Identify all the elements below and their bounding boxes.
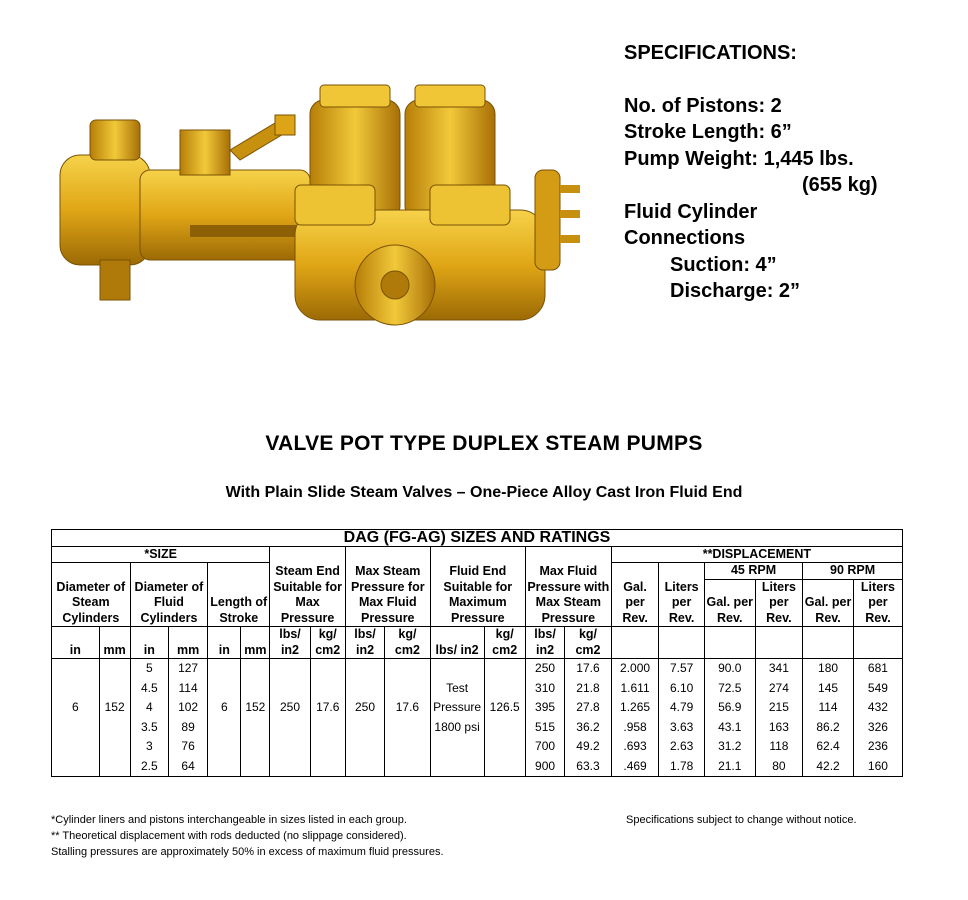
header-max-fluid: Max Fluid Pressure with Max Steam Pressure [525, 546, 611, 627]
header-dia-fluid: Diameter of Fluid Cylinders [130, 563, 208, 627]
table-cell: 64 [168, 757, 207, 777]
table-cell: 1.265 [611, 698, 659, 718]
table-cell [241, 679, 270, 699]
footnote-2: ** Theoretical displacement with rods deducted (no slippage considered). [51, 830, 407, 842]
table-cell: 17.6 [385, 698, 431, 718]
table-cell: 17.6 [310, 698, 345, 718]
table-cell: 160 [853, 757, 902, 777]
table-cell: 63.3 [565, 757, 612, 777]
table-cell [52, 757, 100, 777]
table-cell: 7.57 [659, 659, 705, 679]
unit-cell: kg/ cm2 [385, 627, 431, 659]
table-cell: 72.5 [704, 679, 755, 699]
table-cell: 250 [270, 698, 310, 718]
table-row [52, 757, 903, 777]
table-cell [52, 659, 100, 679]
table-cell: 56.9 [704, 698, 755, 718]
table-cell [241, 659, 270, 679]
table-cell: 36.2 [565, 718, 612, 738]
header-liters-per-rev: Liters per Rev. [659, 563, 705, 627]
table-cell [484, 659, 525, 679]
unit-cell-empty [755, 627, 803, 659]
table-cell: Test [430, 679, 484, 699]
table-cell: 27.8 [565, 698, 612, 718]
table-cell [385, 757, 431, 777]
table-cell [208, 679, 241, 699]
table-cell: 395 [525, 698, 564, 718]
table-cell: 114 [803, 698, 854, 718]
table-cell: 250 [525, 659, 564, 679]
unit-cell: mm [168, 627, 207, 659]
table-cell [484, 718, 525, 738]
unit-cell: mm [241, 627, 270, 659]
table-cell: 114 [168, 679, 207, 699]
table-cell [345, 718, 384, 738]
table-cell: 700 [525, 737, 564, 757]
table-cell: 102 [168, 698, 207, 718]
table-cell [345, 737, 384, 757]
table-cell [270, 718, 310, 738]
table-cell [310, 718, 345, 738]
spec-pump-weight-kg: (655 kg) [802, 174, 878, 196]
table-cell: 89 [168, 718, 207, 738]
header-displacement: **DISPLACEMENT [611, 546, 902, 563]
unit-cell: lbs/ in2 [270, 627, 310, 659]
table-cell: 31.2 [704, 737, 755, 757]
table-cell: 21.8 [565, 679, 612, 699]
unit-cell: in [130, 627, 168, 659]
unit-cell-empty [704, 627, 755, 659]
table-cell [99, 757, 130, 777]
table-row [52, 659, 903, 679]
ratings-table [51, 529, 903, 777]
table-row [52, 698, 903, 718]
table-cell: 236 [853, 737, 902, 757]
unit-cell: kg/ cm2 [565, 627, 612, 659]
table-cell [345, 757, 384, 777]
table-cell: 250 [345, 698, 384, 718]
header-max-steam: Max Steam Pressure for Max Fluid Pressure [345, 546, 430, 627]
table-cell [270, 659, 310, 679]
table-cell: .958 [611, 718, 659, 738]
table-cell: 42.2 [803, 757, 854, 777]
table-cell [385, 679, 431, 699]
unit-cell-empty [853, 627, 902, 659]
table-cell [99, 718, 130, 738]
table-row [52, 737, 903, 757]
table-cell: 118 [755, 737, 803, 757]
table-cell: 6 [208, 698, 241, 718]
table-cell [270, 757, 310, 777]
unit-cell-empty [611, 627, 659, 659]
unit-cell: mm [99, 627, 130, 659]
spec-discharge: Discharge: 2” [670, 280, 801, 302]
table-cell [270, 737, 310, 757]
spec-fluid-cylinder: Fluid Cylinder [624, 200, 758, 223]
table-cell: Pressure [430, 698, 484, 718]
table-cell: 3 [130, 737, 168, 757]
table-cell [310, 679, 345, 699]
table-cell [484, 757, 525, 777]
table-cell [208, 659, 241, 679]
table-cell: 4.5 [130, 679, 168, 699]
table-cell: 163 [755, 718, 803, 738]
table-cell [430, 737, 484, 757]
table-cell [99, 679, 130, 699]
spec-stroke-length: Stroke Length: 6” [624, 121, 792, 143]
unit-cell: kg/ cm2 [310, 627, 345, 659]
unit-cell: in [208, 627, 241, 659]
table-cell: 21.1 [704, 757, 755, 777]
table-cell: 127 [168, 659, 207, 679]
specifications-heading: SPECIFICATIONS: [624, 42, 797, 64]
table-cell [208, 757, 241, 777]
table-cell [52, 737, 100, 757]
header-gal-45: Gal. per Rev. [704, 579, 755, 627]
table-cell: 2.000 [611, 659, 659, 679]
table-cell [310, 757, 345, 777]
header-stroke: Length of Stroke [208, 563, 270, 627]
table-cell [484, 679, 525, 699]
table-cell: 76 [168, 737, 207, 757]
table-cell [208, 737, 241, 757]
table-row [52, 718, 903, 738]
table-cell: 5 [130, 659, 168, 679]
table-cell: 432 [853, 698, 902, 718]
table-cell [345, 679, 384, 699]
table-cell [484, 737, 525, 757]
page-subtitle: With Plain Slide Steam Valves – One-Piece Alloy Cast Iron Fluid End [225, 484, 743, 501]
table-cell: 4.79 [659, 698, 705, 718]
unit-cell: lbs/ in2 [430, 627, 484, 659]
table-cell [385, 737, 431, 757]
table-cell [99, 737, 130, 757]
spec-connections: Connections [624, 227, 746, 249]
table-cell: 2.63 [659, 737, 705, 757]
table-cell: 126.5 [484, 698, 525, 718]
header-liters-90: Liters per Rev. [853, 579, 902, 627]
table-cell [241, 737, 270, 757]
unit-cell: in [52, 627, 100, 659]
header-fluid-end: Fluid End Suitable for Maximum Pressure [430, 546, 525, 627]
table-cell: 145 [803, 679, 854, 699]
page-title: VALVE POT TYPE DUPLEX STEAM PUMPS [265, 432, 703, 455]
header-gal-per-rev: Gal. per Rev. [611, 563, 659, 627]
footnotes [51, 812, 444, 860]
table-cell: 310 [525, 679, 564, 699]
table-cell: 3.5 [130, 718, 168, 738]
spec-suction: Suction: 4” [670, 253, 777, 276]
table-cell: 341 [755, 659, 803, 679]
header-steam-end: Steam End Suitable for Max Pressure [270, 546, 346, 627]
table-row [52, 679, 903, 699]
header-dia-steam: Diameter of Steam Cylinders [52, 563, 131, 627]
table-cell [345, 659, 384, 679]
table-cell: 43.1 [704, 718, 755, 738]
table-cell: 90.0 [704, 659, 755, 679]
unit-cell: kg/ cm2 [484, 627, 525, 659]
table-cell: 4 [130, 698, 168, 718]
table-cell: 3.63 [659, 718, 705, 738]
table-cell [241, 757, 270, 777]
units-row [52, 627, 903, 659]
header-gal-90: Gal. per Rev. [803, 579, 854, 627]
table-cell [310, 737, 345, 757]
table-cell [385, 659, 431, 679]
table-cell: .469 [611, 757, 659, 777]
table-cell [241, 718, 270, 738]
table-cell: .693 [611, 737, 659, 757]
table-cell: 274 [755, 679, 803, 699]
specifications-block [624, 40, 878, 305]
table-cell: 80 [755, 757, 803, 777]
table-cell [99, 659, 130, 679]
table-cell [208, 718, 241, 738]
table-cell: 681 [853, 659, 902, 679]
unit-cell: lbs/ in2 [345, 627, 384, 659]
table-cell: 6.10 [659, 679, 705, 699]
table-cell: 549 [853, 679, 902, 699]
table-cell: 49.2 [565, 737, 612, 757]
table-cell [430, 659, 484, 679]
table-cell: 1.78 [659, 757, 705, 777]
table-cell: 62.4 [803, 737, 854, 757]
spec-pistons: No. of Pistons: 2 [624, 94, 782, 117]
unit-cell-empty [803, 627, 854, 659]
table-cell [430, 757, 484, 777]
table-cell: 1.611 [611, 679, 659, 699]
table-cell: 2.5 [130, 757, 168, 777]
table-cell: 6 [52, 698, 100, 718]
spec-pump-weight: Pump Weight: 1,445 lbs. [624, 147, 854, 170]
header-size: *SIZE [52, 546, 270, 563]
footnote-1: *Cylinder liners and pistons interchangeable in sizes listed in each group. [51, 814, 407, 826]
table-cell: 215 [755, 698, 803, 718]
table-cell: 17.6 [565, 659, 612, 679]
table-cell: 180 [803, 659, 854, 679]
header-liters-45: Liters per Rev. [755, 579, 803, 627]
table-title: DAG (FG-AG) SIZES AND RATINGS [52, 530, 903, 547]
table-cell: 900 [525, 757, 564, 777]
table-cell [270, 679, 310, 699]
table-cell: 1800 psi [430, 718, 484, 738]
unit-cell: lbs/ in2 [525, 627, 564, 659]
table-cell: 326 [853, 718, 902, 738]
table-cell: 515 [525, 718, 564, 738]
pump-illustration [40, 60, 600, 360]
table-cell: 152 [241, 698, 270, 718]
header-45-rpm: 45 RPM [704, 563, 802, 580]
table-cell [52, 718, 100, 738]
table-cell [310, 659, 345, 679]
unit-cell-empty [659, 627, 705, 659]
table-cell [52, 679, 100, 699]
table-cell: 152 [99, 698, 130, 718]
header-90-rpm: 90 RPM [803, 563, 903, 580]
disclaimer: Specifications subject to change without notice. [626, 814, 857, 826]
footnote-3: Stalling pressures are approximately 50% in excess of maximum fluid pressures. [51, 846, 444, 858]
table-cell [385, 718, 431, 738]
table-cell: 86.2 [803, 718, 854, 738]
